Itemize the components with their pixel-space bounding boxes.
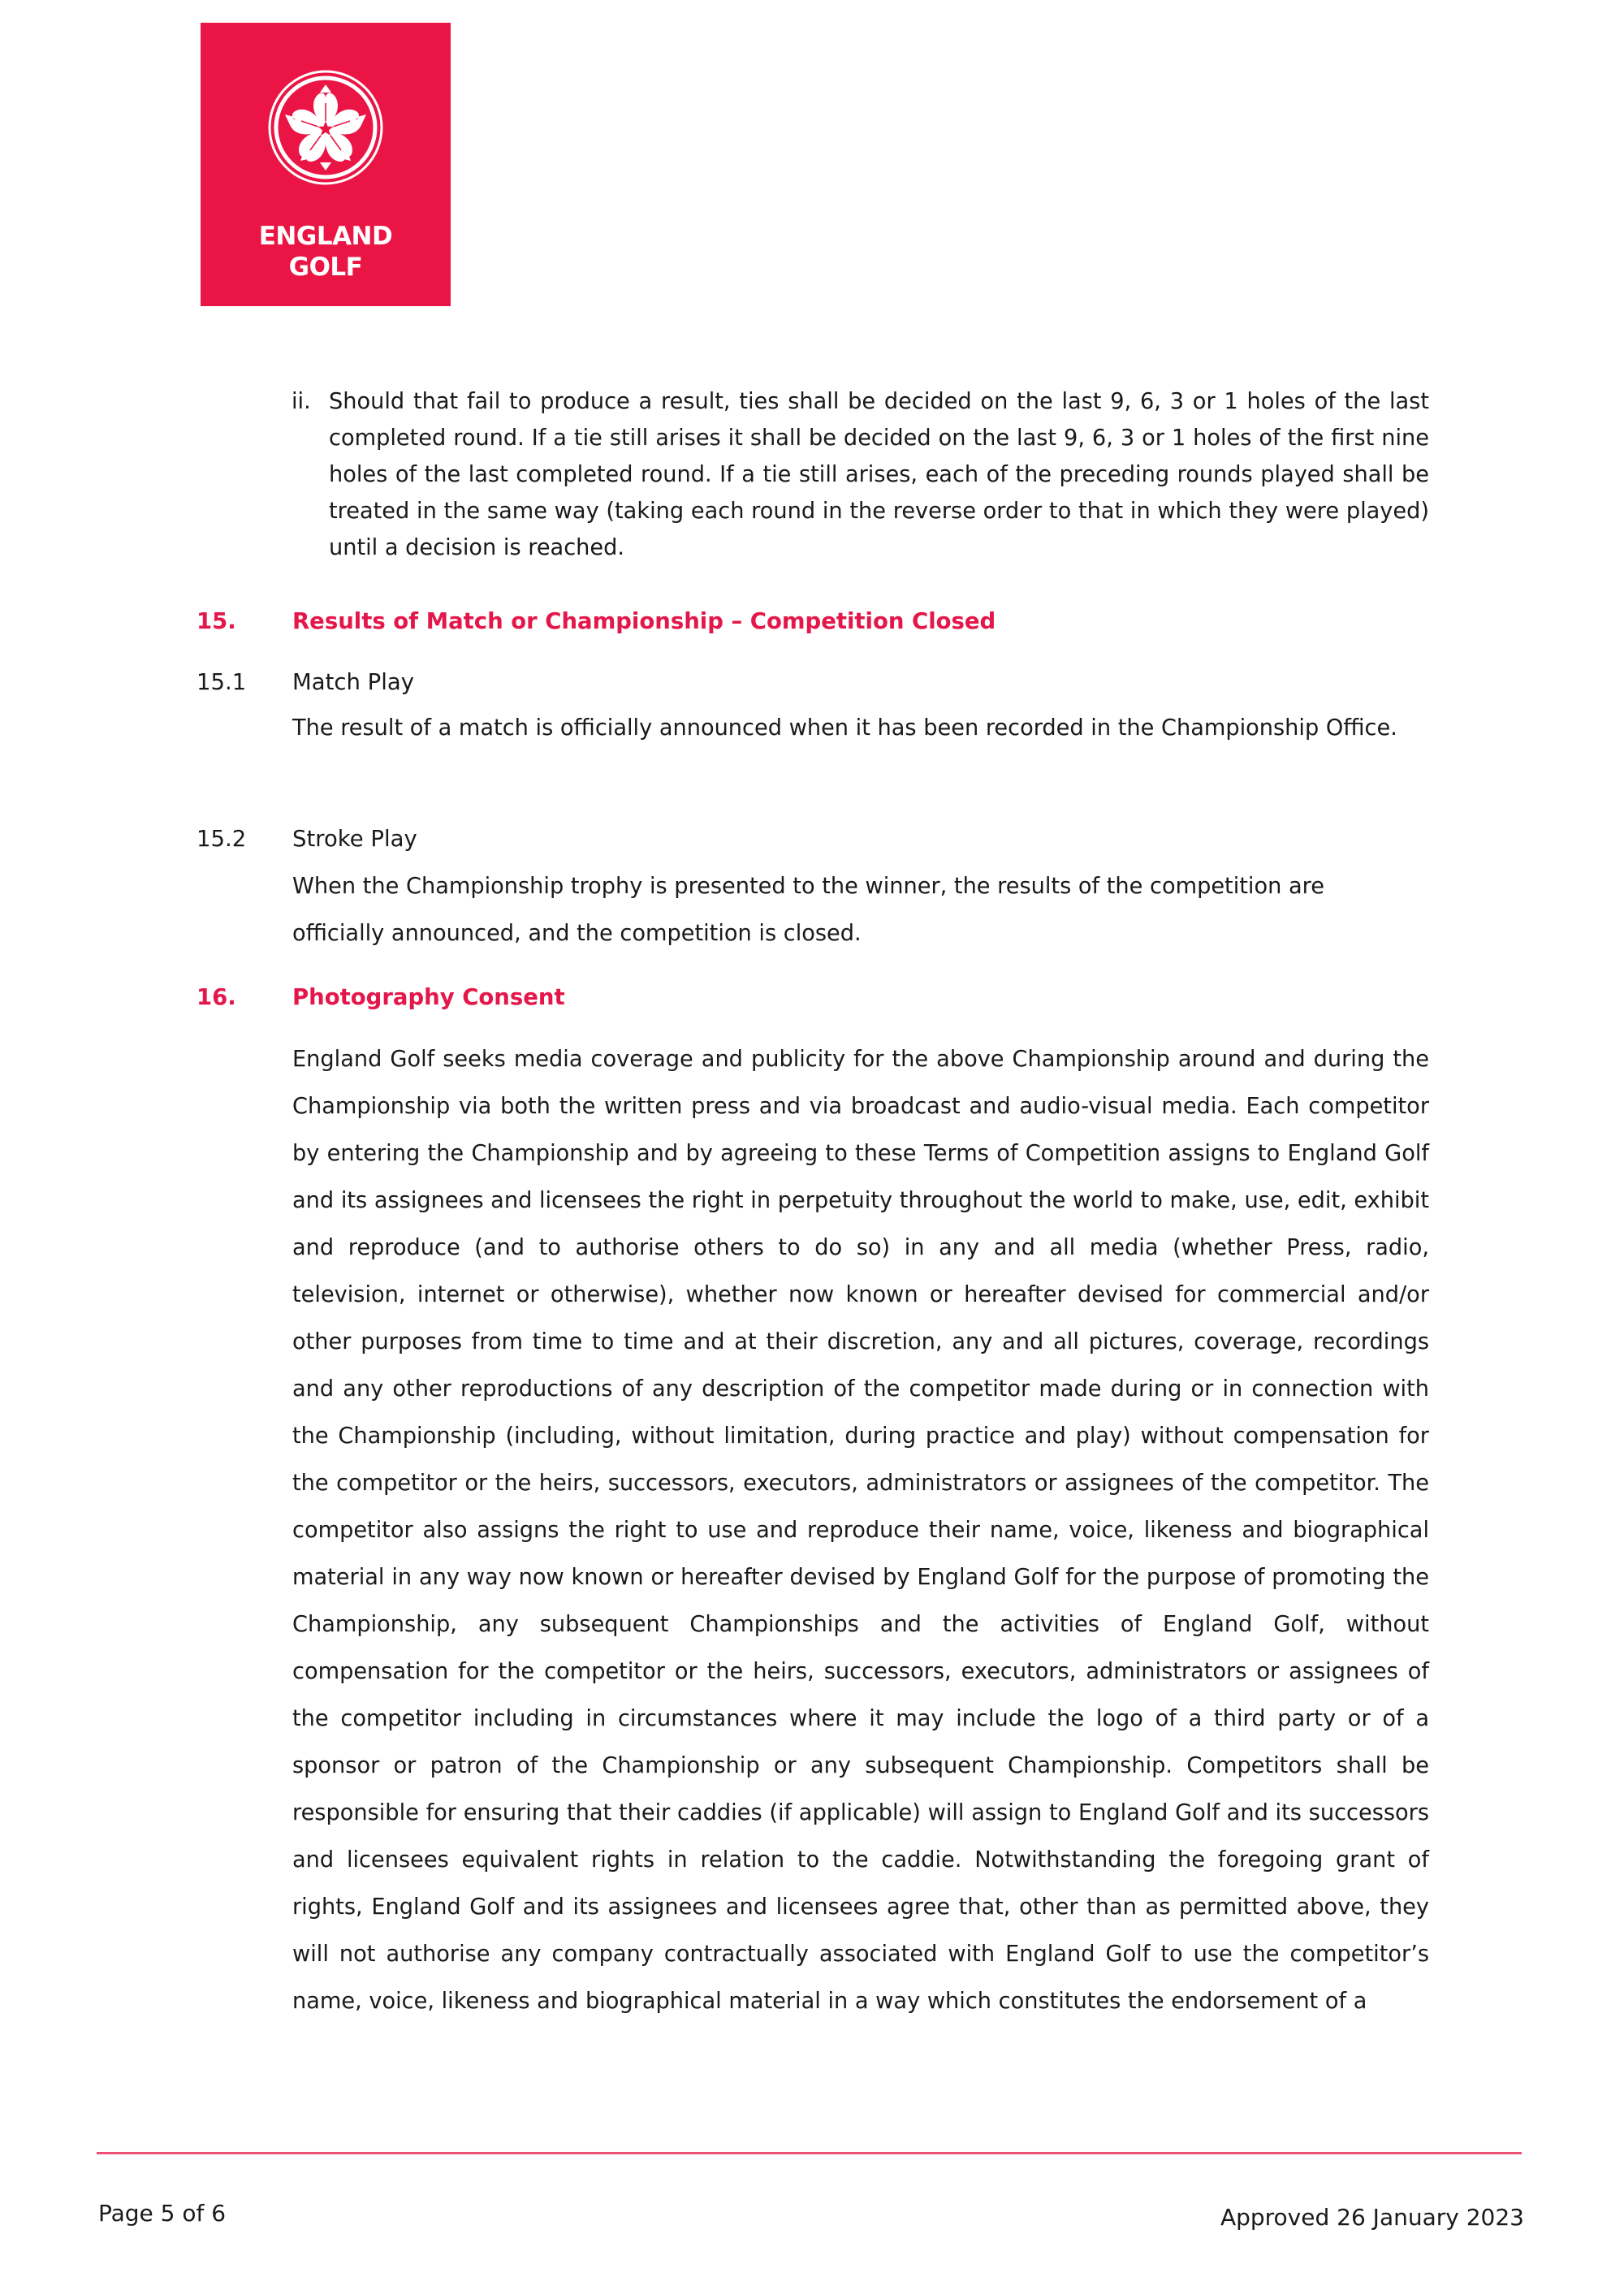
list-marker: ii. <box>292 389 311 414</box>
subsection-number: 15.1 <box>197 669 247 695</box>
section-number: 16. <box>197 984 236 1010</box>
section-number: 15. <box>197 608 236 634</box>
section-text-16: England Golf seeks media coverage and publicity for the above Championship around and during the Championship via both the written press and via broadcast and audio-visual media. Each competitor by entering the Championship and by agreeing to these Terms of Competition assigns to England Golf and its assignees and licensees the right in perpetuity throughout the world to make, use, edit, exhibit and reproduce (and to authorise others to do so) in any and all media (whether Press, radio, television, internet or otherwise), whether now known or hereafter devised for commercial and/or other purposes from time to time and at their discretion, any and all pictures, coverage, recordings and any other reproductions of any description of the competitor made during or in connection with the Championship (including, without limitation, during practice and play) without compensation for the competitor or the heirs, successors, executors, administrators or assignees of the competitor. The competitor also assigns the right to use and reproduce their name, voice, likeness and biographical material in any way now known or hereafter devised by England Golf for the purpose of promoting the Championship, any subsequent Championships and the activities of England Golf, without compensation for the competitor or the heirs, successors, executors, administrators or assignees of the competitor including in circumstances where it may include the logo of a third party or of a sponsor or patron of the Championship or any subsequent Championship. Competitors shall be responsible for ensuring that their caddies (if applicable) will assign to England Golf and its successors and licensees equivalent rights in relation to the caddie. Notwithstanding the foregoing grant of rights, England Golf and its assignees and licensees agree that, other than as permitted above, they will not authorise any company contractually associated with England Golf to use the competitor’s name, voice, likeness and biographical material in a way which constitutes the endorsement of a <box>292 1047 1429 2014</box>
logo-wordmark-line2: GOLF <box>288 253 363 282</box>
subsection-text-15-2: When the Championship trophy is presented to the winner, the results of the competition are officially announced, and the competition is closed. <box>292 874 1324 946</box>
subsection-title: Match Play <box>292 669 415 695</box>
clause-ii-text: Should that fail to produce a result, ties shall be decided on the last 9, 6, 3 or 1 holes of the last completed round. If a tie still arises it shall be decided on the last 9, 6, 3 or 1 holes of the first nine holes of the last completed round. If a tie still arises, each of the preceding rounds played shall be treated in the same way (taking each round in the reverse order to that in which they were played) until a decision is reached. <box>329 389 1429 560</box>
clause-ii <box>292 383 1429 566</box>
approval-date: Approved 26 January 2023 <box>1220 2204 1524 2231</box>
subsection-text-15-1: The result of a match is officially announced when it has been recorded in the Championship Office. <box>292 715 1397 741</box>
tudor-rose-icon <box>268 70 383 185</box>
subsection-number: 15.2 <box>197 826 247 852</box>
england-golf-logo <box>201 23 451 306</box>
subsection-title: Stroke Play <box>292 826 417 852</box>
section-title: Results of Match or Championship – Competition Closed <box>292 608 996 634</box>
section-title: Photography Consent <box>292 984 565 1010</box>
logo-wordmark-line1: ENGLAND <box>258 222 393 251</box>
footer-divider <box>97 2152 1522 2154</box>
page-number: Page 5 of 6 <box>98 2200 227 2227</box>
